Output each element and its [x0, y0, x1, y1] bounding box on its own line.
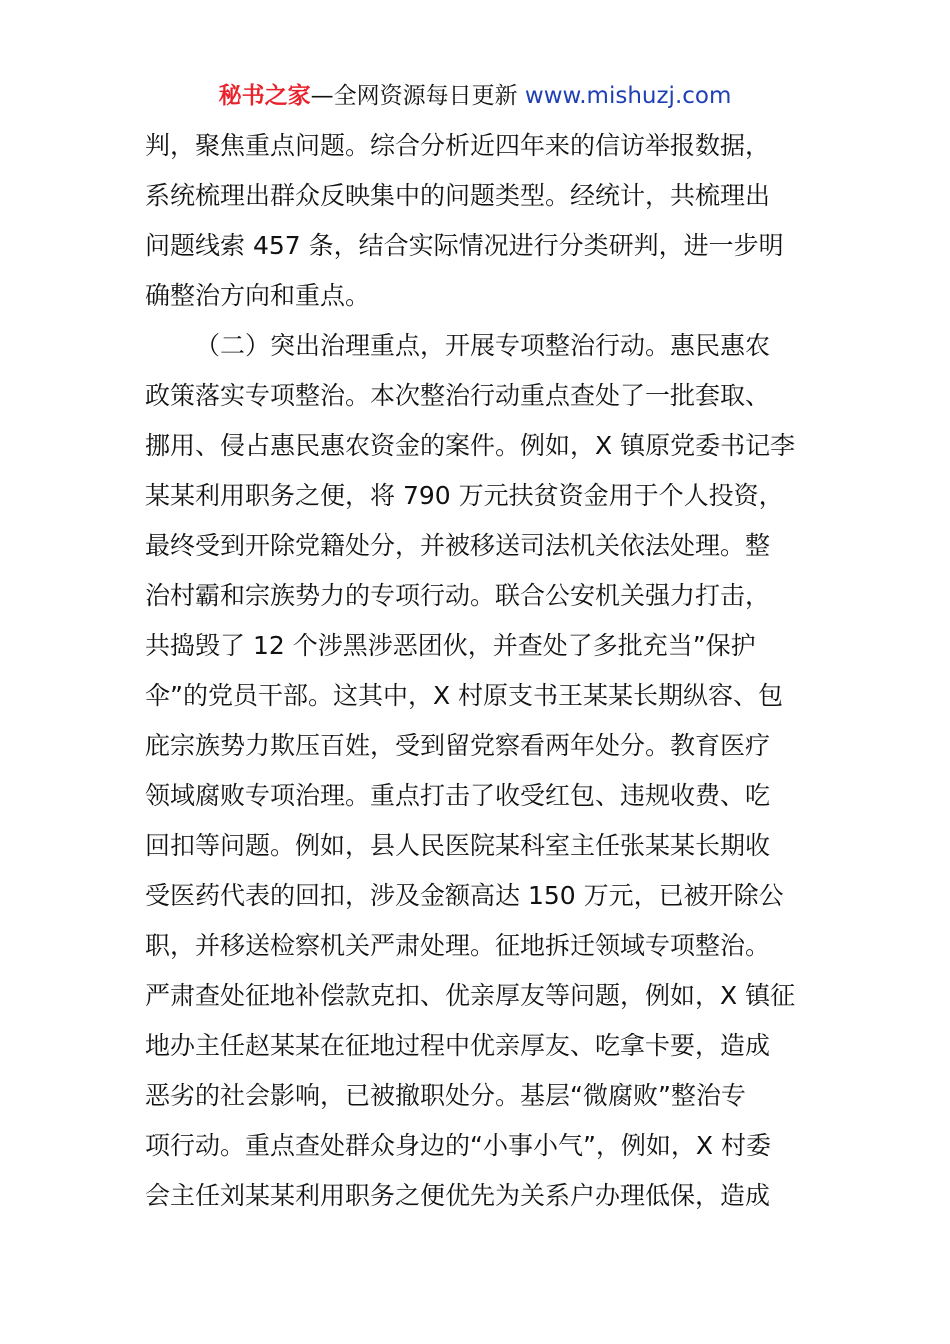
header-tagline: —全网资源每日更新	[310, 83, 525, 109]
text-line: 最终受到开除党籍处分，并被移送司法机关依法处理。整	[145, 531, 771, 560]
text-line: 严肃查处征地补偿款克扣、优亲厚友等问题，例如，X 镇征	[145, 981, 796, 1010]
text-line: 判，聚焦重点问题。综合分析近四年来的信访举报数据，	[145, 131, 771, 160]
text-line: 领域腐败专项治理。重点打击了收受红包、违规收费、吃	[145, 781, 771, 810]
text-line: 地办主任赵某某在征地过程中优亲厚友、吃拿卡要，造成	[145, 1031, 771, 1060]
text-line: 回扣等问题。例如，县人民医院某科室主任张某某长期收	[145, 831, 771, 860]
site-url-link[interactable]: www.mishuzj.com	[524, 83, 732, 109]
text-line: 共捣毁了 12 个涉黑涉恶团伙，并查处了多批充当”保护	[145, 631, 756, 660]
text-line: 问题线索 457 条，结合实际情况进行分类研判，进一步明	[145, 231, 784, 260]
text-line: 政策落实专项整治。本次整治行动重点查处了一批套取、	[145, 381, 771, 410]
text-line: 会主任刘某某利用职务之便优先为关系户办理低保，造成	[145, 1181, 771, 1210]
text-line: 某某利用职务之便，将 790 万元扶贫资金用于个人投资，	[145, 481, 784, 510]
text-line: 职，并移送检察机关严肃处理。征地拆迁领域专项整治。	[145, 931, 771, 960]
text-line: 确整治方向和重点。	[145, 281, 371, 310]
text-line: 系统梳理出群众反映集中的问题类型。经统计，共梳理出	[145, 181, 771, 210]
text-line: 挪用、侵占惠民惠农资金的案件。例如，X 镇原党委书记李	[145, 431, 796, 460]
page-header	[0, 80, 950, 112]
document-body	[145, 121, 810, 1221]
text-line: 治村霸和宗族势力的专项行动。联合公安机关强力打击，	[145, 581, 771, 610]
brand-name: 秘书之家	[218, 83, 311, 109]
text-line: 伞”的党员干部。这其中，X 村原支书王某某长期纵容、包	[145, 681, 784, 710]
text-line: 项行动。重点查处群众身边的“小事小气”，例如，X 村委	[145, 1131, 771, 1160]
text-line: 受医药代表的回扣，涉及金额高达 150 万元，已被开除公	[145, 881, 784, 910]
paragraph-start-line: （二）突出治理重点，开展专项整治行动。惠民惠农	[195, 331, 771, 360]
text-line: 恶劣的社会影响，已被撤职处分。基层“微腐败”整治专	[145, 1081, 746, 1110]
text-line: 庇宗族势力欺压百姓，受到留党察看两年处分。教育医疗	[145, 731, 771, 760]
